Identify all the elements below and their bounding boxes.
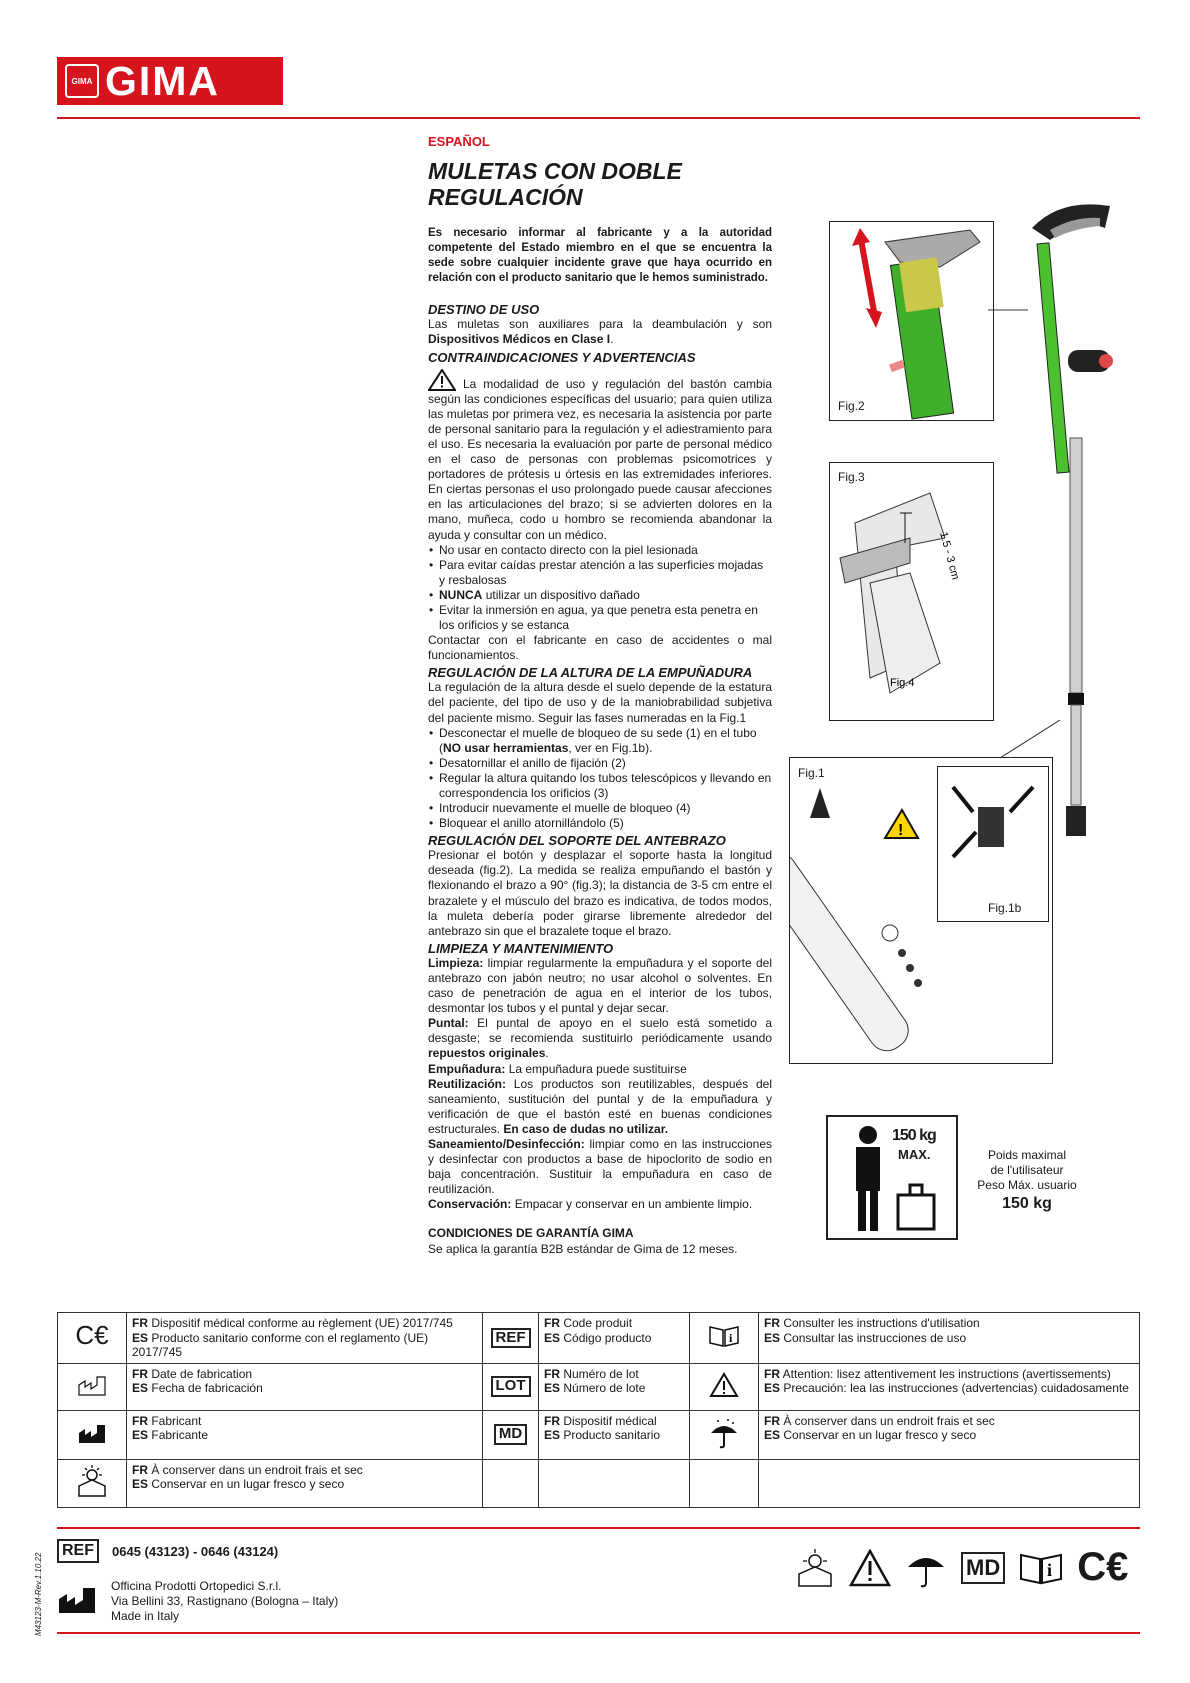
gima-logo (57, 57, 283, 105)
empunadura-text: Empuñadura: La empuñadura puede sustituirse (428, 1061, 687, 1076)
svg-text:!: ! (898, 822, 904, 839)
weight-line1: Poids maximal (987, 1148, 1067, 1162)
made-in: Made in Italy (111, 1609, 180, 1623)
footer-md-icon: MD (961, 1552, 1005, 1584)
destino-text: Las muletas son auxiliares para la deambulación y son Dispositivos Médicos en Clase I. (428, 317, 772, 347)
contra-text: La modalidad de uso y regulación del bastón cambia según las condiciones específicas del usuario; para quien utiliza las muletas por primera vez, es necesaria la asistencia por parte de personal sanitario para la regulación y el adiestramiento para el uso. Es necesaria la evaluación por parte de personal médico en el caso de personas con problemas psicomotrices y portadores de prótesis u órtesis en las extremidades inferiores. En ciertas personas el uso prolongado puede causar afecciones en las articulaciones del brazo; si se advierten dolores en la mano, muñeca, codo u hombro se recomienda abandonar la ayuda y consultar con un médico. (428, 369, 772, 543)
contra-list (428, 543, 772, 634)
reutilizacion-text: Reutilización: Los productos son reutilizables, después del saneamiento, sustitución del puntal y de la empuñadura y verificación de que el bastón esté en buenas condiciones estructurales. En caso de dudas no utilizar. (428, 1076, 772, 1136)
brand-name: GIMA (105, 58, 221, 104)
md-icon: MD (494, 1424, 527, 1445)
ref-icon: REF (491, 1328, 531, 1349)
saneamiento-text: Saneamiento/Desinfección: limpiar como en las instrucciones y desinfectar con productos a base de hipoclorito de sodio en baja concentración. Sustituir la empuñadura en caso de reutilización. (428, 1136, 772, 1197)
footer-caution-icon (849, 1549, 891, 1587)
section-title-soporte: REGULACIÓN DEL SOPORTE DEL ANTEBRAZO (428, 833, 726, 849)
gima-mark-icon: GIMA (65, 64, 99, 98)
manufacturer-icon (58, 1410, 127, 1459)
list-item: • Introducir nuevamente el muelle de bloqueo (4) (439, 801, 772, 816)
puntal-text: Puntal: El puntal de apoyo en el suelo está sometido a desgaste; se recomienda sustituirlo periódicamente usando repuestos originales. (428, 1016, 772, 1061)
altura-text: La regulación de la altura desde el suelo depende de la estatura del paciente, del tipo de uso y de la maniobrabilidad subjetiva del paciente mismo. Seguir las fases numeradas en la Fig.1 (428, 680, 772, 725)
section-title-destino: DESTINO DE USO (428, 302, 540, 318)
footer-ce-icon: C€ (1077, 1545, 1129, 1589)
symbols-table (57, 1312, 1140, 1508)
max-weight-symbol (826, 1115, 958, 1240)
list-item: • Bloquear el anillo atornillándolo (5) (439, 816, 772, 831)
manufacture-date-icon (58, 1363, 127, 1410)
section-title-contra: CONTRAINDICACIONES Y ADVERTENCIAS (428, 349, 696, 365)
table-row: FR À conserver dans un endroit frais et sec ES Conservar en un lugar fresco y seco (58, 1459, 1140, 1507)
lot-icon: LOT (491, 1376, 531, 1397)
list-item: • NUNCA utilizar un dispositivo dañado (439, 588, 772, 603)
fig2-illustration (830, 222, 993, 420)
keep-dry-icon (690, 1410, 759, 1459)
footer-divider-bottom (57, 1632, 1140, 1634)
fig4-label: Fig.4 (890, 677, 915, 689)
weight-line2: de l'utilisateur (990, 1163, 1064, 1177)
list-item: • Desconectar el muelle de bloqueo de su sede (1) en el tubo (NO usar herramientas, ver en Fig.1b). (439, 726, 772, 756)
fig1-label: Fig.1 (798, 766, 825, 780)
figure-1 (789, 757, 1053, 1064)
fig1b-label: Fig.1b (988, 901, 1022, 915)
company-name: Officina Prodotti Ortopedici S.r.l. (111, 1579, 282, 1593)
sunlight-icon (795, 1548, 835, 1588)
ce-icon: C€ (58, 1313, 127, 1364)
footer-ref-icon: REF (57, 1539, 99, 1563)
weight-badge-kg: 150 kg (892, 1127, 936, 1144)
limpieza-text: Limpieza: limpiar regularmente la empuñadura y el soporte del antebrazo con jabón neutro; no usar alcohol o solventes. En caso de penetración de agua en el interior de los tubos, desmontar los tubos y el puntal y dejar secar. (428, 955, 772, 1016)
top-divider (57, 117, 1140, 119)
fig2-label: Fig.2 (838, 399, 865, 413)
caution-icon (690, 1363, 759, 1410)
language-label: ESPAÑOL (428, 134, 490, 149)
fig3-dimension: 1.5 - 3 cm (937, 530, 962, 582)
product-codes: 0645 (43123) - 0646 (43124) (112, 1544, 279, 1559)
conservacion-text: Conservación: Empacar y conservar en un ambiente limpio. (428, 1197, 753, 1212)
list-item: • No usar en contacto directo con la piel lesionada (439, 543, 772, 558)
max-weight-text (962, 1148, 1092, 1211)
intro-text: Es necesario informar al fabricante y a la autoridad competente del Estado miembro en el que se encuentra la sede sobre cualquier incidente grave que haya ocurrido en relación con el producto sanitario que le hemos suministrado. (428, 227, 772, 285)
manufacturer-address (111, 1579, 338, 1624)
svg-text:i: i (1047, 1559, 1053, 1580)
page-title: MULETAS CON DOBLE REGULACIÓN (428, 158, 682, 210)
footer-manufacturer-icon (57, 1583, 99, 1615)
section-title-altura: REGULACIÓN DE LA ALTURA DE LA EMPUÑADURA (428, 665, 753, 681)
company-street: Via Bellini 33, Rastignano (Bologna – Italy) (111, 1594, 339, 1608)
figure-1b (937, 766, 1049, 922)
footer-divider-top (57, 1527, 1140, 1529)
soporte-text: Presionar el botón y desplazar el soporte hasta la longitud deseada (fig.2). La medida se realiza empuñando el bastón y flexionando el brazo a 90° (fig.3); la distancia de 3-5 cm entre el brazalete y el músculo del brazo es indicativa, de todos modos, la muleta debería poder girarse libremente alrededor del antebrazo sin que el brazalete toque el brazo. (428, 848, 772, 938)
list-item: • Regular la altura quitando los tubos telescópicos y llevando en correspondencia los orificios (3) (439, 771, 772, 801)
section-title-limpieza: LIMPIEZA Y MANTENIMIENTO (428, 940, 614, 956)
weight-value: 150 kg (1002, 1195, 1052, 1212)
weight-badge-max: MAX. (898, 1147, 931, 1162)
footer-instructions-icon (1019, 1551, 1063, 1585)
instructions-icon (690, 1313, 759, 1364)
footer-symbols (795, 1545, 1128, 1590)
fig3-label: Fig.3 (838, 470, 865, 484)
table-row: FR Date de fabrication ES Fecha de fabricación LOT FR Numéro de lot ES Número de lote FR Attention: lisez attentivement les instructions (avertissements) ES Precaución: lea las instrucciones (advertencias) cuidadosamente (58, 1363, 1140, 1410)
altura-list (428, 726, 772, 832)
table-row: FR Fabricant ES Fabricante MD FR Dispositif médical ES Producto sanitario FR À conserver dans un endroit frais et sec ES Conservar en un lugar fresco y seco (58, 1410, 1140, 1459)
warning-icon (428, 369, 456, 391)
list-item: • Para evitar caídas prestar atención a las superficies mojadas y resbalosas (439, 558, 772, 588)
figure-3 (829, 462, 994, 721)
garantia-title: CONDICIONES DE GARANTÍA GIMA (428, 1226, 634, 1241)
garantia-text: Se aplica la garantía B2B estándar de Gima de 12 meses. (428, 1241, 738, 1256)
table-row: C€ FR Dispositif médical conforme au règlement (UE) 2017/745 ES Producto sanitario conforme con el reglamento (UE) 2017/745 REF FR Code produit ES Código producto i FR Consulter les instructions d'utilisation ES Consultar las instrucciones de uso (58, 1313, 1140, 1364)
keep-away-sunlight-icon (58, 1459, 127, 1507)
contra-end: Contactar con el fabricante en caso de accidentes o mal funcionamientos. (428, 633, 772, 663)
doc-code: M43123-M-Rev.1.10.22 (34, 1552, 43, 1636)
instructions-body (428, 226, 772, 1257)
fig1-leader-line (1000, 720, 1060, 760)
svg-text:i: i (729, 1331, 733, 1345)
weight-line3: Peso Máx. usuario (977, 1178, 1077, 1192)
footer-keep-dry-icon (905, 1547, 947, 1589)
fig2-leader-line (988, 300, 1028, 320)
list-item: • Desatornillar el anillo de fijación (2) (439, 756, 772, 771)
list-item: • Evitar la inmersión en agua, ya que penetra esta penetra en los orificios y se estanca (439, 603, 772, 633)
figure-2 (829, 221, 994, 421)
fig3-illustration (830, 463, 993, 720)
